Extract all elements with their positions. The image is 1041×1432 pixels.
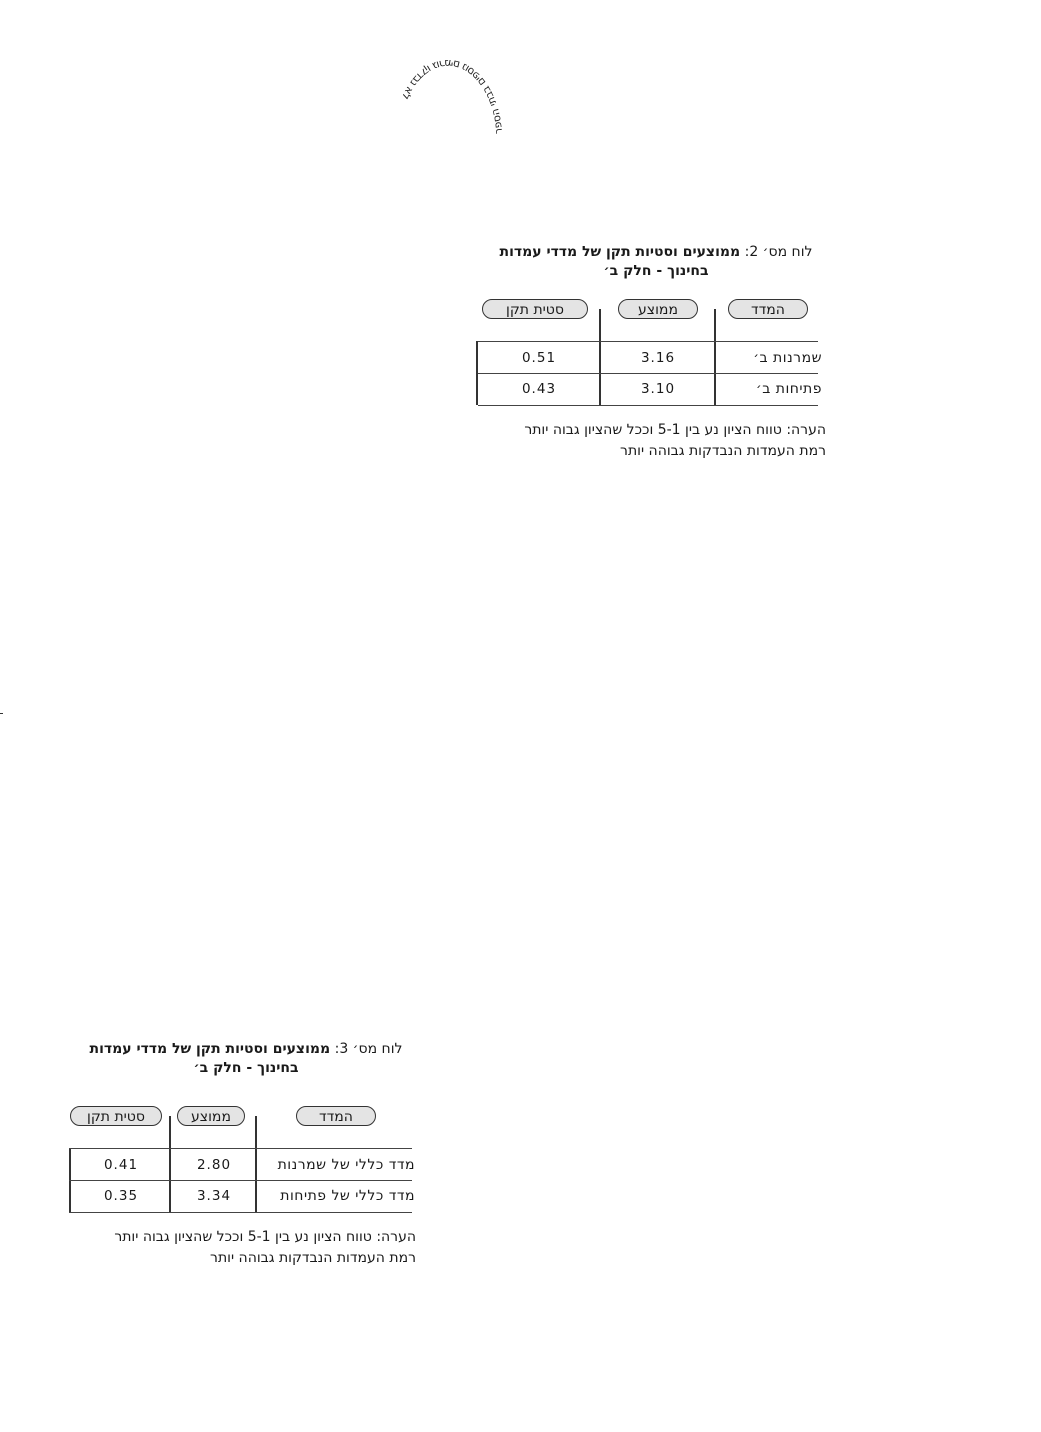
table-2-row-1-sd: 0.51 bbox=[521, 350, 557, 366]
table-3-row-2-label: מדד כללי של פתיחות bbox=[280, 1188, 415, 1204]
table-2-header-mean: ממוצע bbox=[618, 299, 698, 319]
margin-mark bbox=[0, 713, 3, 714]
table-3-row-1-sd: 0.41 bbox=[103, 1157, 139, 1173]
table-3-caption-prefix: לוח מס׳ 3: bbox=[330, 1041, 403, 1057]
table-3-row-2-mean: 3.34 bbox=[196, 1188, 232, 1204]
table-2 bbox=[470, 299, 830, 424]
table-2-row-2-sd: 0.43 bbox=[521, 381, 557, 397]
table-2-divider bbox=[714, 309, 716, 405]
table-3-rule bbox=[69, 1212, 412, 1213]
table-3-note-line-1: הערה: טווח הציון נע בין 5-1 וככל שהציון גבוה יותר bbox=[114, 1229, 416, 1245]
table-3-caption bbox=[60, 1040, 420, 1078]
table-2-row-2-label: פתיחות ב׳ bbox=[755, 381, 822, 397]
table-3-caption-title: ממוצעים וסטיות תקן של מדדי עמדות בחינוך - חלק ב׳ bbox=[89, 1041, 331, 1076]
table-2-block bbox=[470, 243, 830, 462]
table-2-row-1-label: שמרנות ב׳ bbox=[753, 350, 822, 366]
table-3-rule bbox=[69, 1148, 412, 1149]
table-2-row-1-mean: 3.16 bbox=[640, 350, 676, 366]
table-3-block bbox=[60, 1040, 420, 1269]
curved-heading-text: לא נבדקו גורמים נוספים בבתי הספר bbox=[399, 56, 505, 135]
table-2-rule bbox=[478, 373, 818, 374]
table-2-rule bbox=[478, 341, 818, 342]
table-2-caption bbox=[470, 243, 830, 281]
table-2-divider bbox=[599, 309, 601, 405]
table-3-row-2-sd: 0.35 bbox=[103, 1188, 139, 1204]
table-2-note bbox=[470, 420, 830, 462]
table-2-rule bbox=[478, 405, 818, 406]
table-2-row-2-mean: 3.10 bbox=[640, 381, 676, 397]
curved-heading bbox=[370, 20, 540, 160]
table-3-note-line-2: רמת העמדות הנבדקות גבוהה יותר bbox=[210, 1250, 416, 1266]
table-3-divider bbox=[255, 1116, 257, 1212]
table-3-header-sd: סטית תקן bbox=[70, 1106, 162, 1126]
table-2-header-sd: סטית תקן bbox=[482, 299, 588, 319]
table-2-header-measure: המדד bbox=[728, 299, 808, 319]
table-3-note bbox=[60, 1227, 420, 1269]
table-3-header-measure: המדד bbox=[296, 1106, 376, 1126]
table-3-row-1-label: מדד כללי של שמרנות bbox=[277, 1157, 415, 1173]
table-2-note-line-2: רמת העמדות הנבדקות גבוהה יותר bbox=[620, 443, 826, 459]
table-3-header-mean: ממוצע bbox=[177, 1106, 245, 1126]
table-2-caption-prefix: לוח מס׳ 2: bbox=[740, 244, 813, 260]
table-3-divider bbox=[169, 1116, 171, 1212]
table-2-caption-title: ממוצעים וסטיות תקן של מדדי עמדות בחינוך - חלק ב׳ bbox=[499, 244, 741, 279]
table-3-rule bbox=[69, 1180, 412, 1181]
table-3 bbox=[60, 1106, 420, 1231]
table-3-row-1-mean: 2.80 bbox=[196, 1157, 232, 1173]
table-2-note-line-1: הערה: טווח הציון נע בין 5-1 וככל שהציון גבוה יותר bbox=[524, 422, 826, 438]
